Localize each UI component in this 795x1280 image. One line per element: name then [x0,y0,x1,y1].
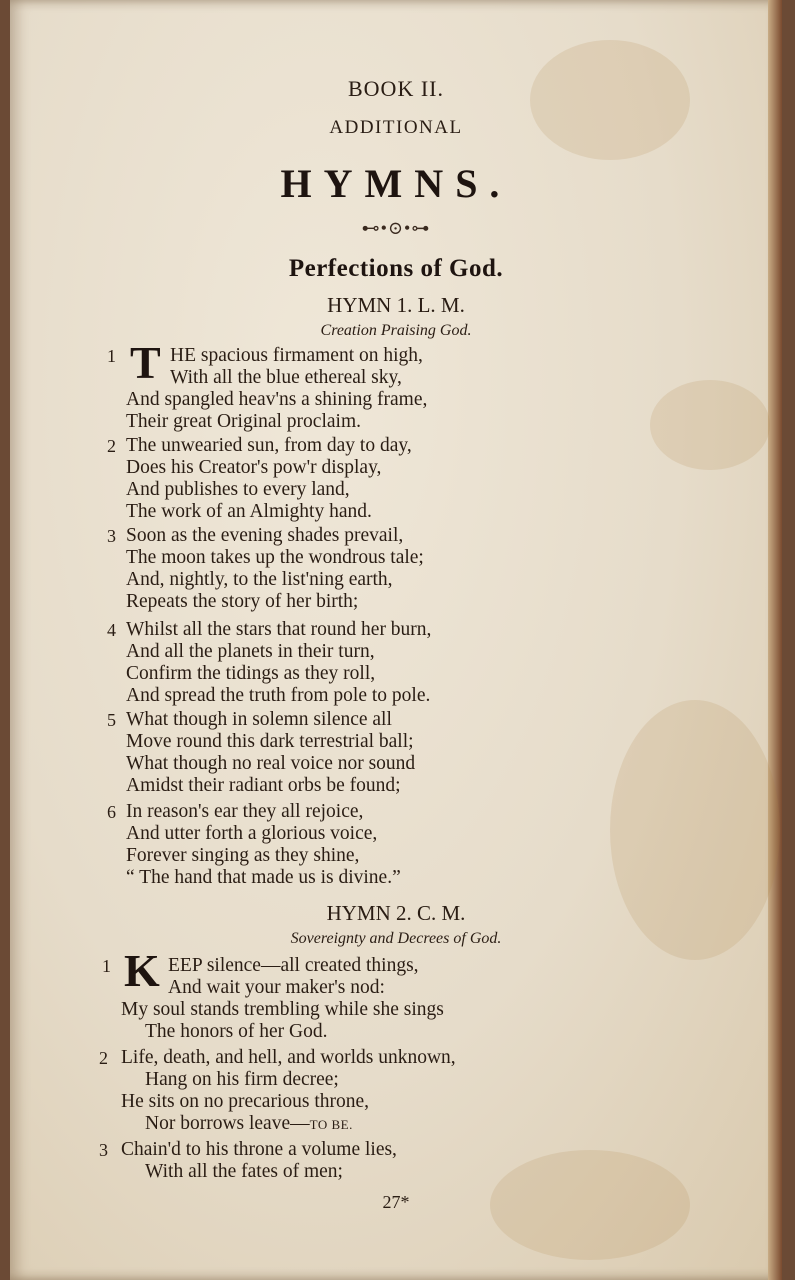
verse-line: With all the blue ethereal sky, [170,367,402,388]
stanza-number: 2 [99,1048,108,1068]
book-page [10,0,782,1280]
verse-line: And wait your maker's nod: [168,977,385,998]
stanza-number: 1 [102,956,111,976]
verse-line: The unwearied sun, from day to day, [126,435,412,456]
verse-line: Move round this dark terrestrial ball; [126,731,414,752]
verse-line: And spangled heav'ns a shining frame, [126,389,428,410]
paper-stain [650,380,770,470]
drop-cap: K [124,945,160,996]
stanza-number: 1 [107,346,116,366]
verse-line: Their great Original proclaim. [126,411,361,432]
verse-line: Amidst their radiant orbs be found; [126,775,401,796]
verse-line: The moon takes up the wondrous tale; [126,547,424,568]
verse-line: Chain'd to his throne a volume lies, [121,1139,397,1160]
verse-line: With all the fates of men; [145,1161,343,1182]
verse-line: HE spacious firmament on high, [170,345,423,366]
book-number: BOOK II. [348,76,444,101]
verse-line: Soon as the evening shades prevail, [126,525,404,546]
stanza-number: 5 [107,710,116,730]
verse-line: The honors of her God. [145,1021,328,1042]
stanza-number: 3 [99,1140,108,1160]
hymn-1-heading: HYMN 1. L. M. [327,293,465,317]
verse-line: And utter forth a glorious voice, [126,823,378,844]
verse-line: What though in solemn silence all [126,709,392,730]
verse-line: Forever singing as they shine, [126,845,360,866]
verse-line: He sits on no precarious throne, [121,1091,370,1112]
hymn-2-subtitle: Sovereignty and Decrees of God. [290,930,502,947]
drop-cap: T [130,337,161,388]
verse-line: And all the planets in their turn, [126,641,375,662]
verse-line: Life, death, and hell, and worlds unknown, [121,1047,456,1068]
additional-label: ADDITIONAL [329,117,463,138]
ornament-divider: ⊷•⊙•⊶ [361,218,431,238]
verse-line: And publishes to every land, [126,479,350,500]
verse-line: And, nightly, to the list'ning earth, [126,569,393,590]
verse-line: In reason's ear they all rejoice, [126,801,364,822]
stanza-number: 2 [107,436,116,456]
small-caps-text: TO BE. [309,1117,353,1132]
verse-line: Repeats the story of her birth; [126,591,359,612]
verse-line: Hang on his firm decree; [145,1069,339,1090]
stanza-number: 4 [107,620,116,640]
verse-text: Nor borrows leave— [145,1113,310,1134]
stanza-number: 6 [107,802,116,822]
page-number: 27* [382,1192,410,1212]
verse-line: And spread the truth from pole to pole. [126,685,431,706]
verse-line: “ The hand that made us is divine.” [126,867,401,888]
verse-line: What though no real voice nor sound [126,753,416,774]
verse-line: Does his Creator's pow'r display, [126,457,382,478]
verse-line: Confirm the tidings as they roll, [126,663,376,684]
verse-line: The work of an Almighty hand. [126,501,372,522]
verse-line: Whilst all the stars that round her burn, [126,619,432,640]
stanza-number: 3 [107,526,116,546]
hymn-1-subtitle: Creation Praising God. [320,322,472,339]
section-title: Perfections of God. [288,255,504,282]
page-title: HYMNS. [280,161,512,206]
verse-line [145,1114,353,1134]
hymn-2-heading: HYMN 2. C. M. [326,901,466,925]
verse-line: EEP silence—all created things, [168,955,419,976]
verse-line: My soul stands trembling while she sings [121,999,444,1020]
